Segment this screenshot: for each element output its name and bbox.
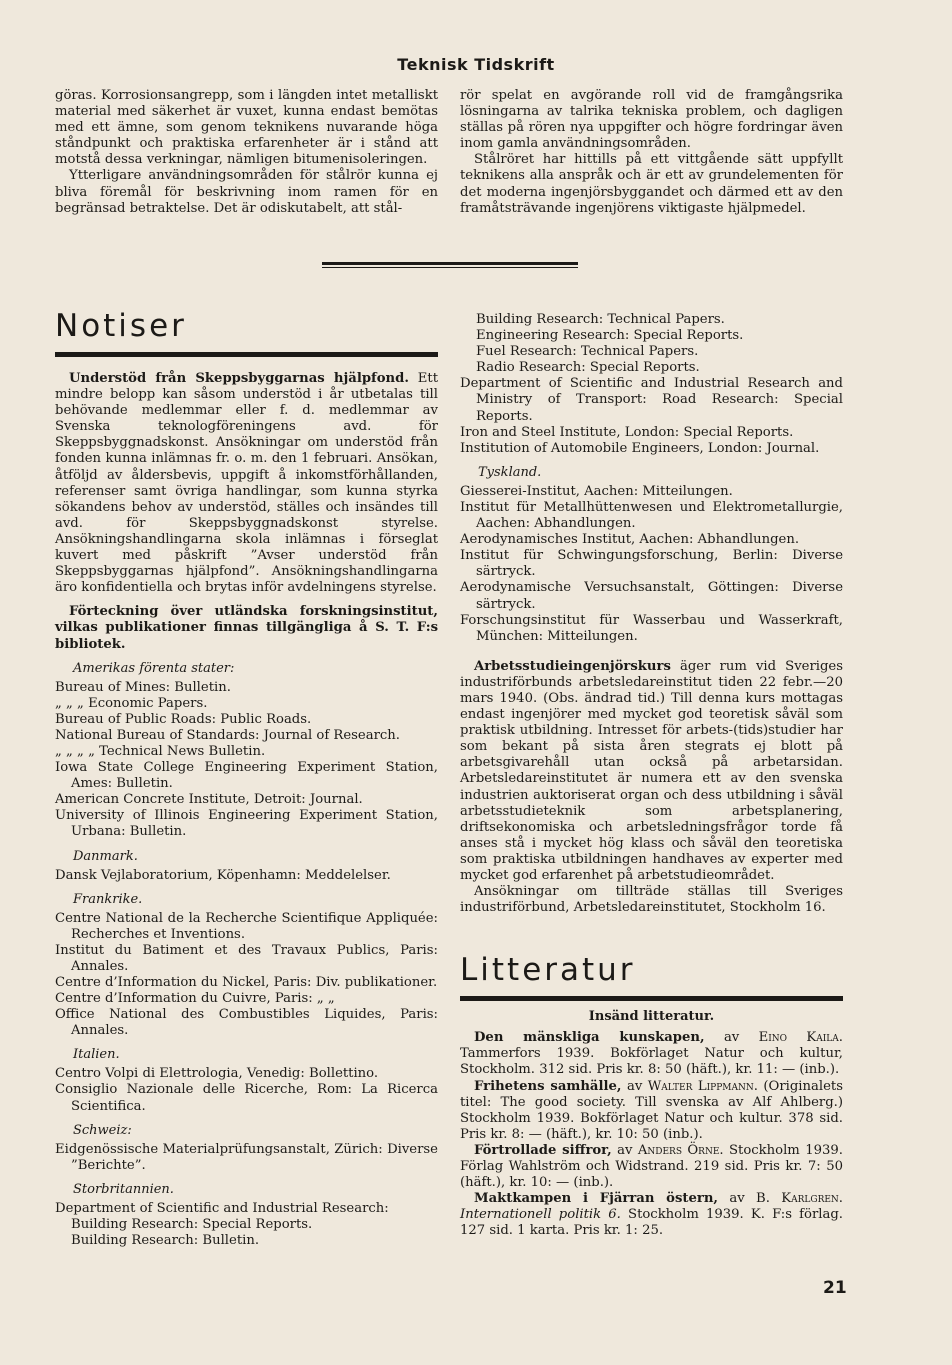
institute-entry: Aerodynamische Versuchsanstalt, Göttingen: Diverse särtryck.: [460, 580, 843, 612]
institute-entry: Centre d’Information du Nickel, Paris: Div. publikationer.: [55, 975, 438, 990]
continuation-paragraph: Ytterligare användningsområden för stålrör kunna ej bliva föremål för beskrivning inom ramen för en begränsad betraktelse. Det är odiskutabelt, att stål-: [55, 168, 438, 216]
litteratur-heading: Litteratur: [460, 952, 636, 989]
institute-entry: American Concrete Institute, Detroit: Journal.: [55, 792, 363, 808]
continuation-paragraph: Stålröret har hittills på ett vittgående sätt uppfyllt teknikens alla anspråk och är ett av grundelementen för det moderna ingenjörsbyggandet och därmed ett av den framåtsträvande ingenjörens viktigaste hjälpmedel.: [460, 152, 843, 216]
institute-entry: Institut für Metallhüttenwesen und Elektrometallurgie, Aachen: Abhandlungen.: [460, 499, 843, 532]
institute-entry: „ „ „ „ Technical News Bulletin.: [55, 743, 266, 759]
country-label: Amerikas förenta stater:: [73, 660, 235, 676]
book-by: av: [617, 1142, 633, 1158]
book-author: Eino Kaila.: [758, 1030, 843, 1046]
book-entry: [460, 1030, 843, 1078]
book-series: Internationell politik 6.: [460, 1207, 621, 1223]
heading-rule: [55, 352, 438, 357]
institute-list: [460, 484, 843, 645]
institute-entry: Radio Research: Special Reports.: [476, 360, 700, 376]
institute-entry: Centre National de la Recherche Scientifique Appliquée: Recherches et Inventions.: [55, 910, 438, 942]
institute-entry: Institution of Automobile Engineers, London: Journal.: [460, 440, 820, 456]
book-entry: [460, 1079, 843, 1143]
institute-entry: Eidgenössische Materialprüfungsanstalt, Zürich: Diverse ”Berichte”.: [55, 1141, 438, 1173]
book-author: Walter Lippmann.: [647, 1078, 758, 1094]
top-left-column: [55, 88, 438, 217]
institute-entry: Dansk Vejlaboratorium, Köpenhamn: Meddelelser.: [55, 867, 391, 883]
book-entry: [460, 1191, 843, 1239]
book-entry: [460, 1143, 843, 1191]
institute-entry: University of Illinois Engineering Experiment Station, Urbana: Bulletin.: [55, 808, 438, 840]
book-details: Stockholm 1939. K. F:s förlag. 127 sid. 1 karta. Pris kr. 1: 25.: [460, 1207, 843, 1239]
institute-entry: Centro Volpi di Elettrologia, Venedig: Bollettino.: [55, 1066, 379, 1082]
institute-list: [55, 911, 438, 1040]
institute-entry: Office National des Combustibles Liquides, Paris: Annales.: [55, 1007, 438, 1039]
top-right-column: [460, 88, 843, 217]
institute-entry: Iowa State College Engineering Experiment Station, Ames: Bulletin.: [55, 760, 438, 792]
continuation-paragraph: rör spelat en avgörande roll vid de framgångsrika lösningarna av talrika tekniska problem, och dagligen ställas på rören nya uppgifter och högre fordringar även inom gamla användningsområden.: [460, 88, 843, 152]
book-author: Anders Örne.: [637, 1142, 724, 1158]
institute-entry: Institut für Schwingungsforschung, Berlin: Diverse särtryck.: [460, 548, 843, 580]
article-title: Understöd från Skeppsbyggarnas hjälpfond.: [69, 371, 409, 386]
book-by: av: [723, 1030, 740, 1046]
institute-entry: Institut du Batiment et des Travaux Publics, Paris: Annales.: [55, 942, 438, 974]
institute-list: [460, 376, 843, 456]
institute-entry: Building Research: Bulletin.: [71, 1233, 260, 1249]
institute-entry: Centre d’Information du Cuivre, Paris: „ „: [55, 991, 335, 1007]
institute-sublist: [55, 1217, 438, 1249]
article-text: Ansökningar om tillträde ställas till Sveriges industriförbund, Arbetsledareinstitutet, Stockholm 16.: [460, 884, 843, 916]
institute-entry: Bureau of Public Roads: Public Roads.: [55, 711, 312, 727]
institute-entry: „ „ „ Economic Papers.: [55, 695, 208, 711]
book-title: Den mänskliga kunskapen,: [474, 1030, 705, 1046]
institute-entry: Bureau of Mines: Bulletin.: [55, 679, 231, 695]
book-details: Stockholm 1939. Förlag Wahlström och Widstrand. 219 sid. Pris kr. 7: 50 (häft.), kr. 10: — (inb.).: [460, 1142, 843, 1191]
institute-list: [55, 1066, 438, 1114]
institute-sublist: [460, 312, 843, 376]
institute-list: [55, 1142, 438, 1174]
book-author: B. Karlgren.: [756, 1191, 843, 1207]
running-header: Teknisk Tidskrift: [397, 55, 555, 74]
institute-list: [55, 680, 438, 841]
institute-entry: Building Research: Special Reports.: [71, 1216, 313, 1232]
heading-rule: [460, 996, 843, 1001]
section-divider: [322, 267, 578, 268]
institute-entry: Aerodynamisches Institut, Aachen: Abhandlungen.: [460, 532, 800, 548]
country-label: Tyskland.: [478, 464, 542, 480]
book-title: Maktkampen i Fjärran östern,: [474, 1191, 719, 1207]
article-forteckning-title: Förteckning över utländska forskningsinstitut, vilkas publikationer finnas tillgängliga å S. T. F:s bibliotek.: [55, 604, 438, 652]
institute-entry: National Bureau of Standards: Journal of Research.: [55, 727, 400, 743]
country-label: Danmark.: [73, 848, 138, 864]
institute-list: [55, 868, 438, 884]
institute-entry: Forschungsinstitut für Wasserbau und Wasserkraft, München: Mitteilungen.: [460, 612, 843, 644]
section-divider: [322, 262, 578, 265]
article-text: Ett mindre belopp kan såsom understöd i år utbetalas till behövande medlemmar eller f. d. medlemmar av Svenska teknologföreningens avd. för Skeppsbyggnadskonst. Ansökningar om understöd från fonden kunna inlämnas fr. o. m. den 1 februari. Ansökan, åtföljd av åldersbevis, uppgift å inkomstförhållanden, referenser samt övriga handlingar, som kunna styrka sökandens behov av understöd, ställes och insändes till avd. för Skeppsbyggnadskonst styrelse. Ansökningshandlingarna skola inlämnas i förseglat kuvert med påskrift ”Avser understöd från Skeppsbyggarnas hjälpfond”. Ansökningshandlingarna äro konfidentiella och brytas inför avdelningens styrelse.: [55, 371, 438, 596]
country-label: Frankrike.: [73, 891, 143, 907]
book-title: Förtrollade siffror,: [474, 1142, 612, 1158]
book-details: (Originalets titel: The good society. Till svenska av Alf Ahlberg.) Stockholm 1939. Bokförlaget Natur och kultur. 378 sid. Pris kr. 8: — (häft.), kr. 10: 50 (inb.).: [460, 1078, 843, 1142]
book-details: Tammerfors 1939. Bokförlaget Natur och kultur, Stockholm. 312 sid. Pris kr. 8: 50 (häft.), kr. 11: — (inb.).: [460, 1046, 843, 1078]
country-label: Italien.: [73, 1047, 120, 1063]
institute-entry: Engineering Research: Special Reports.: [476, 328, 744, 344]
institute-entry: Building Research: Technical Papers.: [476, 312, 725, 327]
page-number: 21: [823, 1278, 847, 1298]
institute-entry: Consiglio Nazionale delle Ricerche, Rom: La Ricerca Scientifica.: [55, 1082, 438, 1114]
institute-entry: Department of Scientific and Industrial Research and Ministry of Transport: Road Research: Special Reports.: [460, 376, 843, 424]
notiser-heading: Notiser: [55, 308, 187, 344]
right-column: [460, 312, 843, 1240]
notiser-column: [55, 308, 438, 1249]
article-title: Arbetsstudieingenjörskurs: [474, 658, 671, 674]
book-list: [460, 1030, 843, 1239]
book-title: Frihetens samhälle,: [474, 1078, 622, 1094]
article-arbetsstudie: [460, 659, 843, 884]
book-by: av: [626, 1078, 643, 1094]
litteratur-subhead: Insänd litteratur.: [588, 1009, 715, 1025]
article-skeppsbyggarnas: [55, 371, 438, 596]
institute-entry: Iron and Steel Institute, London: Special Reports.: [460, 424, 794, 440]
country-label: Schweiz:: [73, 1122, 132, 1138]
book-by: av: [729, 1191, 745, 1207]
institute-entry: Fuel Research: Technical Papers.: [476, 344, 699, 360]
continuation-paragraph: göras. Korrosionsangrepp, som i längden intet metalliskt material med säkerhet är vuxet, kunna endast bemötas med ett ämne, som genom teknikens nuvarande höga ståndpunkt och praktiska erfarenheter är i stånd att motstå dessa verkningar, nämligen bitumenisoleringen.: [55, 88, 438, 168]
institute-entry: Giesserei-Institut, Aachen: Mitteilungen.: [460, 483, 733, 499]
institute-entry: Department of Scientific and Industrial Research:: [55, 1200, 389, 1216]
article-text: äger rum vid Sveriges industriförbunds arbetsledareinstitut tiden 22 febr.—20 mars 1940. (Obs. ändrad tid.) Till denna kurs mottagas endast ingenjörer med mycket god teoretisk såväl som praktisk utbildning. Intresset för arbets-(tids)studier har som bekant på sista åren stegrats ej blott på arbetsgivarehåll utan också på arbetarsidan. Arbetsledareinstitutet är numera ett av den svenska industrien auktoriserat organ och dess utbildning i såväl arbetsstudieteknik som arbetsplanering, driftsekonomiska och arbetsledningsfrågor torde få anses stå i mycket hög klass och såväl den teoretiska som praktiska utbildningen handhaves av experter med mycket god erfarenhet på arbetstudieområdet.: [460, 658, 843, 883]
country-label: Storbritannien.: [73, 1181, 174, 1197]
